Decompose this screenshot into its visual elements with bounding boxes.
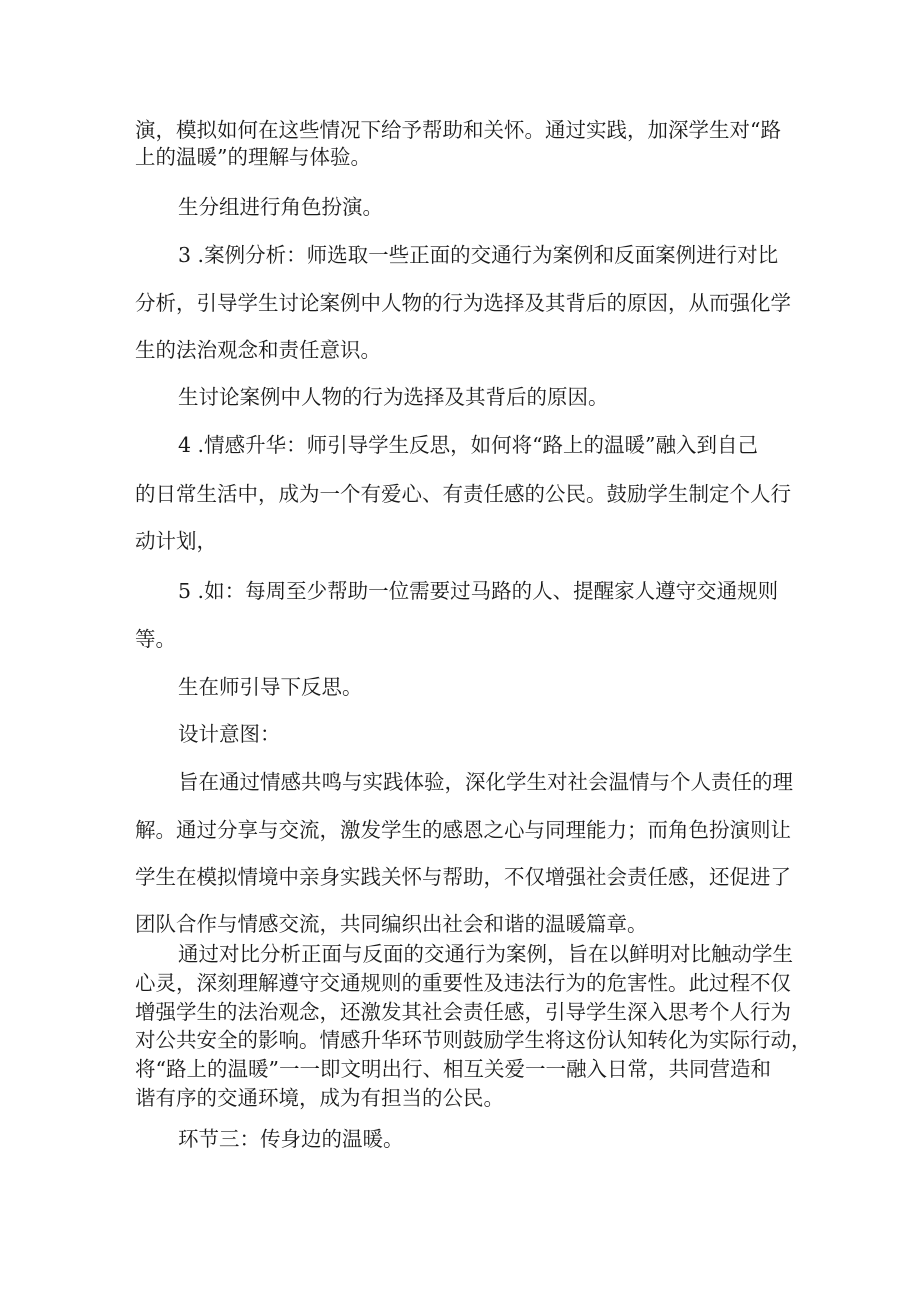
paragraph-line: 3 .案例分析：师选取一些正面的交通行为案例和反面案例进行对比 (178, 243, 779, 267)
paragraph-line: 通过对比分析正面与反面的交通行为案例，旨在以鲜明对比触动学生 (178, 942, 793, 966)
paragraph-line: 的日常生活中，成为一个有爱心、有责任感的公民。鼓励学生制定个人行 (135, 482, 791, 506)
paragraph-line: 生在师引导下反思。 (178, 675, 363, 699)
paragraph-line: 学生在模拟情境中亲身实践关怀与帮助，不仅增强社会责任感，还促进了 (135, 865, 791, 889)
paragraph-line: 将“路上的温暖”一一即文明出行、相互关爱一一融入日常，共同营造和 (135, 1057, 771, 1081)
paragraph-line: 谐有序的交通环境，成为有担当的公民。 (135, 1086, 504, 1110)
paragraph-line: 对公共安全的影响。情感升华环节则鼓励学生将这份认知转化为实际行动， (135, 1028, 812, 1052)
paragraph-line: 分析，引导学生讨论案例中人物的行为选择及其背后的原因，从而强化学 (135, 291, 791, 315)
section-heading: 环节三：传身边的温暖。 (178, 1127, 404, 1151)
paragraph-line: 设计意图： (178, 722, 281, 746)
paragraph-line: 增强学生的法治观念，还激发其社会责任感，引导学生深入思考个人行为 (135, 1000, 791, 1024)
paragraph-line: 动计划， (135, 529, 217, 553)
paragraph-line: 生分组进行角色扮演。 (178, 195, 383, 219)
paragraph-line: 心灵，深刻理解遵守交通规则的重要性及违法行为的危害性。此过程不仅 (135, 971, 791, 995)
paragraph-line: 等。 (135, 627, 176, 651)
paragraph-line: 解。通过分享与交流，激发学生的感恩之心与同理能力；而角色扮演则让 (135, 818, 791, 842)
paragraph-line: 上的温暖”的理解与体验。 (135, 145, 371, 169)
paragraph-line: 演，模拟如何在这些情况下给予帮助和关怀。通过实践，加深学生对“路 (135, 118, 781, 142)
paragraph-line: 生讨论案例中人物的行为选择及其背后的原因。 (178, 385, 609, 409)
paragraph-line: 5 .如：每周至少帮助一位需要过马路的人、提醒家人遵守交通规则 (178, 579, 779, 603)
paragraph-line: 旨在通过情感共鸣与实践体验，深化学生对社会温情与个人责任的理 (178, 770, 793, 794)
paragraph-line: 生的法治观念和责任意识。 (135, 338, 381, 362)
paragraph-line: 4 .情感升华：师引导学生反思，如何将“路上的温暖”融入到自己 (178, 433, 759, 457)
paragraph-line: 团队合作与情感交流，共同编织出社会和谐的温暖篇章。 (135, 912, 648, 936)
